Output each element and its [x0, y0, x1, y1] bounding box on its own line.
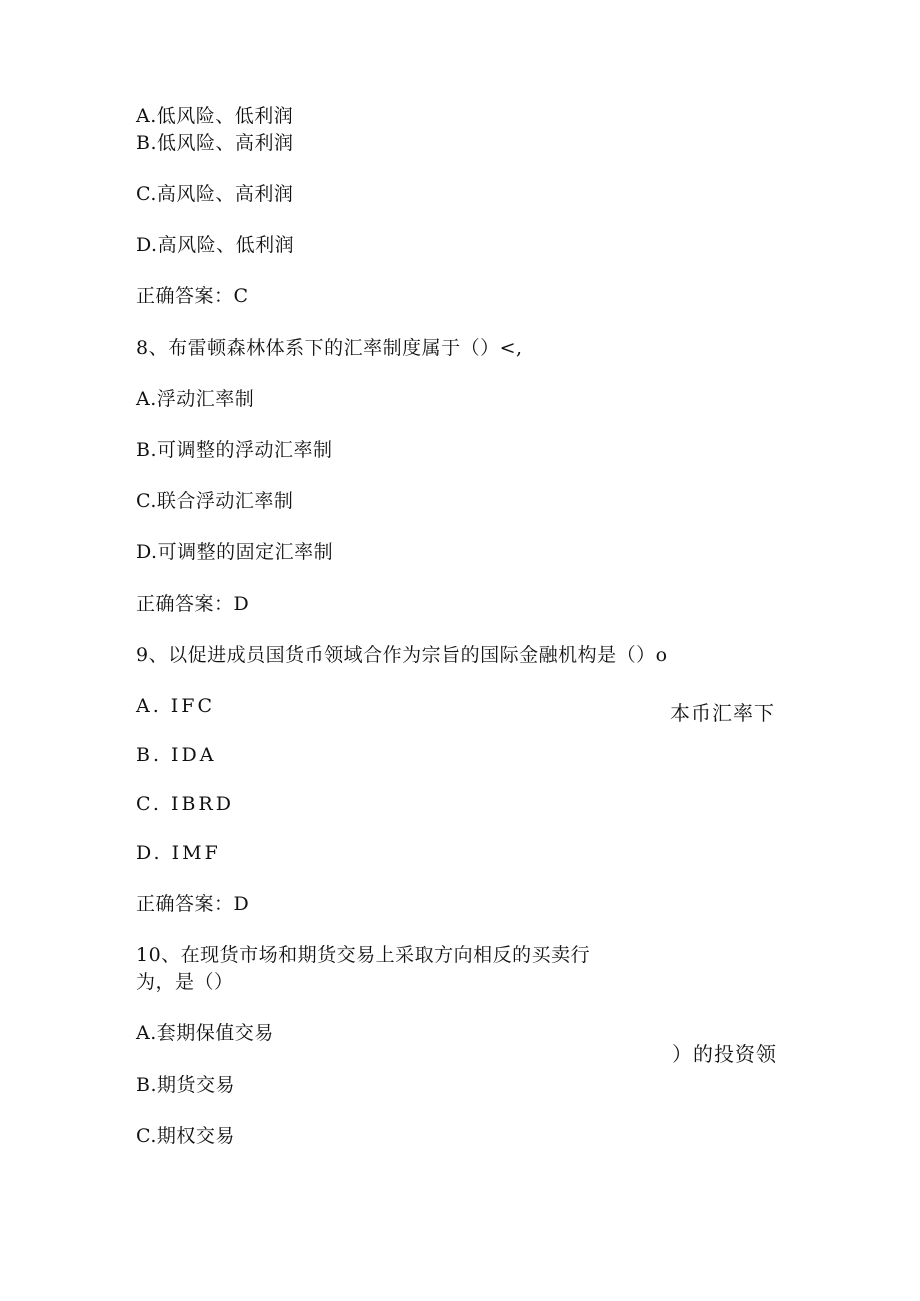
q8-option-a: A.浮动汇率制	[136, 388, 255, 410]
q8-answer: 正确答案：D	[136, 593, 250, 615]
q7-answer: 正确答案：C	[136, 285, 249, 307]
q9-option-c: C. IBRD	[136, 793, 234, 815]
right-fragment-2: ）的投资领	[672, 1042, 777, 1066]
q10-option-a: A.套期保值交易	[136, 1022, 274, 1044]
q10-option-c: C.期权交易	[136, 1125, 235, 1147]
q8-option-c: C.联合浮动汇率制	[136, 490, 294, 512]
q8-question: 8、布雷顿森林体系下的汇率制度属于（）<,	[136, 337, 523, 359]
q8-option-d: D.可调整的固定汇率制	[136, 541, 334, 563]
right-fragment-1: 本币汇率下	[670, 701, 775, 725]
q10-option-b: B.期货交易	[136, 1074, 236, 1096]
q9-option-a: A. IFC	[136, 695, 216, 717]
q9-option-b: B. IDA	[136, 744, 217, 766]
q7-option-b: B.低风险、高利润	[136, 132, 294, 154]
q9-option-d: D. IMF	[136, 842, 221, 864]
q7-option-c: C.高风险、高利润	[136, 183, 294, 205]
q7-option-a: A.低风险、低利润	[136, 105, 294, 127]
q7-option-d: D.高风险、低利润	[136, 234, 295, 256]
q10-question-line2: 为，是（）	[136, 971, 234, 993]
q9-answer: 正确答案：D	[136, 893, 250, 915]
q10-question-line1: 10、在现货市场和期货交易上采取方向相反的买卖行	[136, 944, 591, 966]
q8-option-b: B.可调整的浮动汇率制	[136, 439, 333, 461]
q9-question: 9、以促进成员国货币领域合作为宗旨的国际金融机构是（）o	[136, 644, 668, 666]
